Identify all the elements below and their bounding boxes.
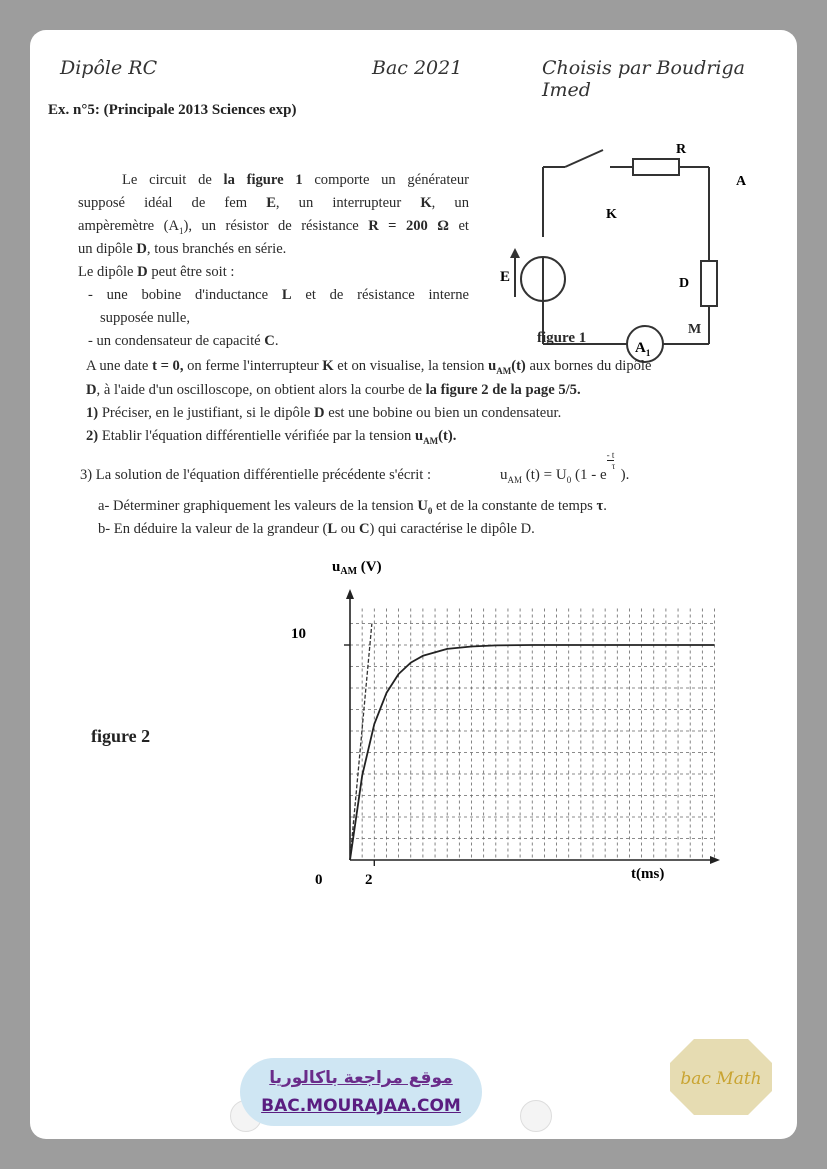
intro-line-1: Le circuit de la figure 1 comporte un générateur [122, 172, 470, 188]
option-condensateur: - un condensateur de capacité C. [88, 333, 279, 349]
label-m: M [688, 322, 702, 337]
y-tick-10: 10 [291, 626, 306, 642]
figure-2-caption: figure 2 [91, 726, 151, 746]
header-author: Choisis par Boudriga Imed [542, 57, 745, 101]
label-d: D [679, 276, 690, 291]
paragraph-line-1: A une date t = 0, on ferme l'interrupteur K et on visualise, la tension $u_{AM}(t)$ aux bornes du dipôle [86, 358, 652, 376]
intro-line-3: ampèremètre $(A_1)$, un résistor de résistance R = 200 Ω et [78, 218, 469, 236]
question-1: 1) Préciser, en le justifiant, si le dipôle D est une bobine ou bien un condensateur. [86, 405, 562, 421]
figure-1-caption: figure 1 [537, 330, 587, 346]
header-chapter: Dipôle RC [60, 57, 158, 79]
option-bobine: - une bobine d'inductance L et de résistance interne [88, 287, 469, 303]
right-site-logo-icon [520, 1100, 552, 1132]
x-tick-0: 0 [315, 872, 323, 888]
site-name-arabic[interactable]: موقع مراجعة باكالوريا [269, 1068, 453, 1088]
x-tick-2: 2 [365, 872, 373, 888]
intro-line-4: un dipôle D, tous branchés en série. [78, 241, 287, 257]
bac-math-logo [668, 1037, 774, 1117]
label-k: K [606, 207, 617, 222]
label-r: R [676, 142, 687, 157]
site-banner[interactable] [240, 1058, 482, 1126]
site-url-link[interactable]: BAC.MOURAJAA.COM [261, 1096, 461, 1116]
x-axis-arrow [710, 856, 720, 864]
question-2: 2) Etablir l'équation différentielle vérifiée par la tension $u_{AM}(t)$. [86, 428, 457, 446]
document-page [30, 30, 797, 1139]
question-3b: b- En déduire la valeur de la grandeur (L ou C) qui caractérise le dipôle D. [98, 521, 535, 537]
label-e: E [500, 269, 511, 285]
question-3-equation: $u_{AM}$ $(t) = U_0$ (1 - e $\frac{- t}{\tau}$ ). [500, 450, 630, 485]
exercise-title: Ex. n°5: (Principale 2013 Sciences exp) [48, 102, 297, 118]
header-exam: Bac 2021 [372, 57, 463, 79]
x-axis-label: t(ms) [631, 866, 665, 882]
paragraph-line-2: D, à l'aide d'un oscilloscope, on obtient alors la courbe de la figure 2 de la page 5/5. [86, 382, 581, 398]
y-axis-label: $u_{AM}$ (V) [332, 559, 382, 577]
svg-text:bac Math: bac Math [680, 1069, 762, 1089]
intro-line-2: supposé idéal de fem E, un interrupteur K, un [78, 195, 469, 211]
resistor-r [633, 159, 679, 175]
chart-grid [350, 608, 715, 860]
question-3: 3) La solution de l'équation différentielle précédente s'écrit : [80, 467, 432, 483]
dipole-d [701, 261, 717, 306]
figure-1-circuit [500, 130, 747, 358]
figure-2-chart [285, 555, 705, 895]
option-bobine-cont: supposée nulle, [100, 310, 190, 326]
intro-line-5: Le dipôle D peut être soit : [78, 264, 235, 280]
tangent-line [350, 624, 372, 861]
y-axis-arrow [346, 589, 354, 599]
label-a1: $A_1$ [635, 340, 651, 358]
question-3a: a- Déterminer graphiquement les valeurs de la tension $U_0$ et de la constante de temps τ. [98, 498, 607, 516]
label-a: A [736, 174, 747, 189]
switch-k [565, 150, 603, 167]
